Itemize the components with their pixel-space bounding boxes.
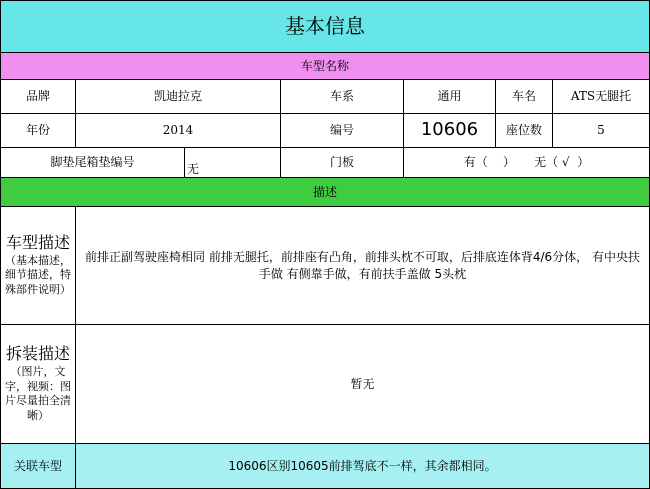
brand-value: 凯迪拉克 [75, 79, 281, 114]
model-desc-value: 前排正副驾驶座椅相同 前排无腿托，前排座有凸角，前排头枕不可取，后排底连体背4/6分体， 有中央扶手做 有侧靠手做，有前扶手盖做 5头枕 [75, 206, 650, 325]
install-desc-label-sub: （图片，文字，视频：图片尽量拍全清晰） [5, 364, 71, 423]
year-value: 2014 [75, 113, 281, 148]
install-desc-label [0, 324, 76, 444]
brand-label: 品牌 [0, 79, 76, 114]
page-title: 基本信息 [0, 0, 650, 53]
code-label: 编号 [280, 113, 404, 148]
model-desc-label-main: 车型描述 [5, 232, 70, 252]
car-name-value: ATS无腿托 [552, 79, 650, 114]
section-header-description: 描述 [0, 177, 650, 207]
seats-value: 5 [552, 113, 650, 148]
code-value: 10606 [403, 113, 496, 148]
section-header-model-name: 车型名称 [0, 52, 650, 80]
trunk-mat-value: 无 [184, 147, 281, 178]
install-desc-value: 暂无 [75, 324, 650, 444]
car-name-label: 车名 [495, 79, 553, 114]
install-desc-label-main: 拆装描述 [5, 343, 70, 363]
year-label: 年份 [0, 113, 76, 148]
related-model-label: 关联车型 [0, 443, 76, 489]
series-label: 车系 [280, 79, 404, 114]
door-panel-value: 有（ ） 无（ √ ） [403, 147, 650, 178]
series-value: 通用 [403, 79, 496, 114]
model-desc-label [0, 206, 76, 325]
trunk-mat-label: 脚垫尾箱垫编号 [0, 147, 185, 178]
door-panel-label: 门板 [280, 147, 404, 178]
model-desc-label-sub: （基本描述，细节描述，特殊部件说明） [5, 253, 71, 297]
seats-label: 座位数 [495, 113, 553, 148]
related-model-value: 10606区别10605前排驾底不一样，其余都相同。 [75, 443, 650, 489]
